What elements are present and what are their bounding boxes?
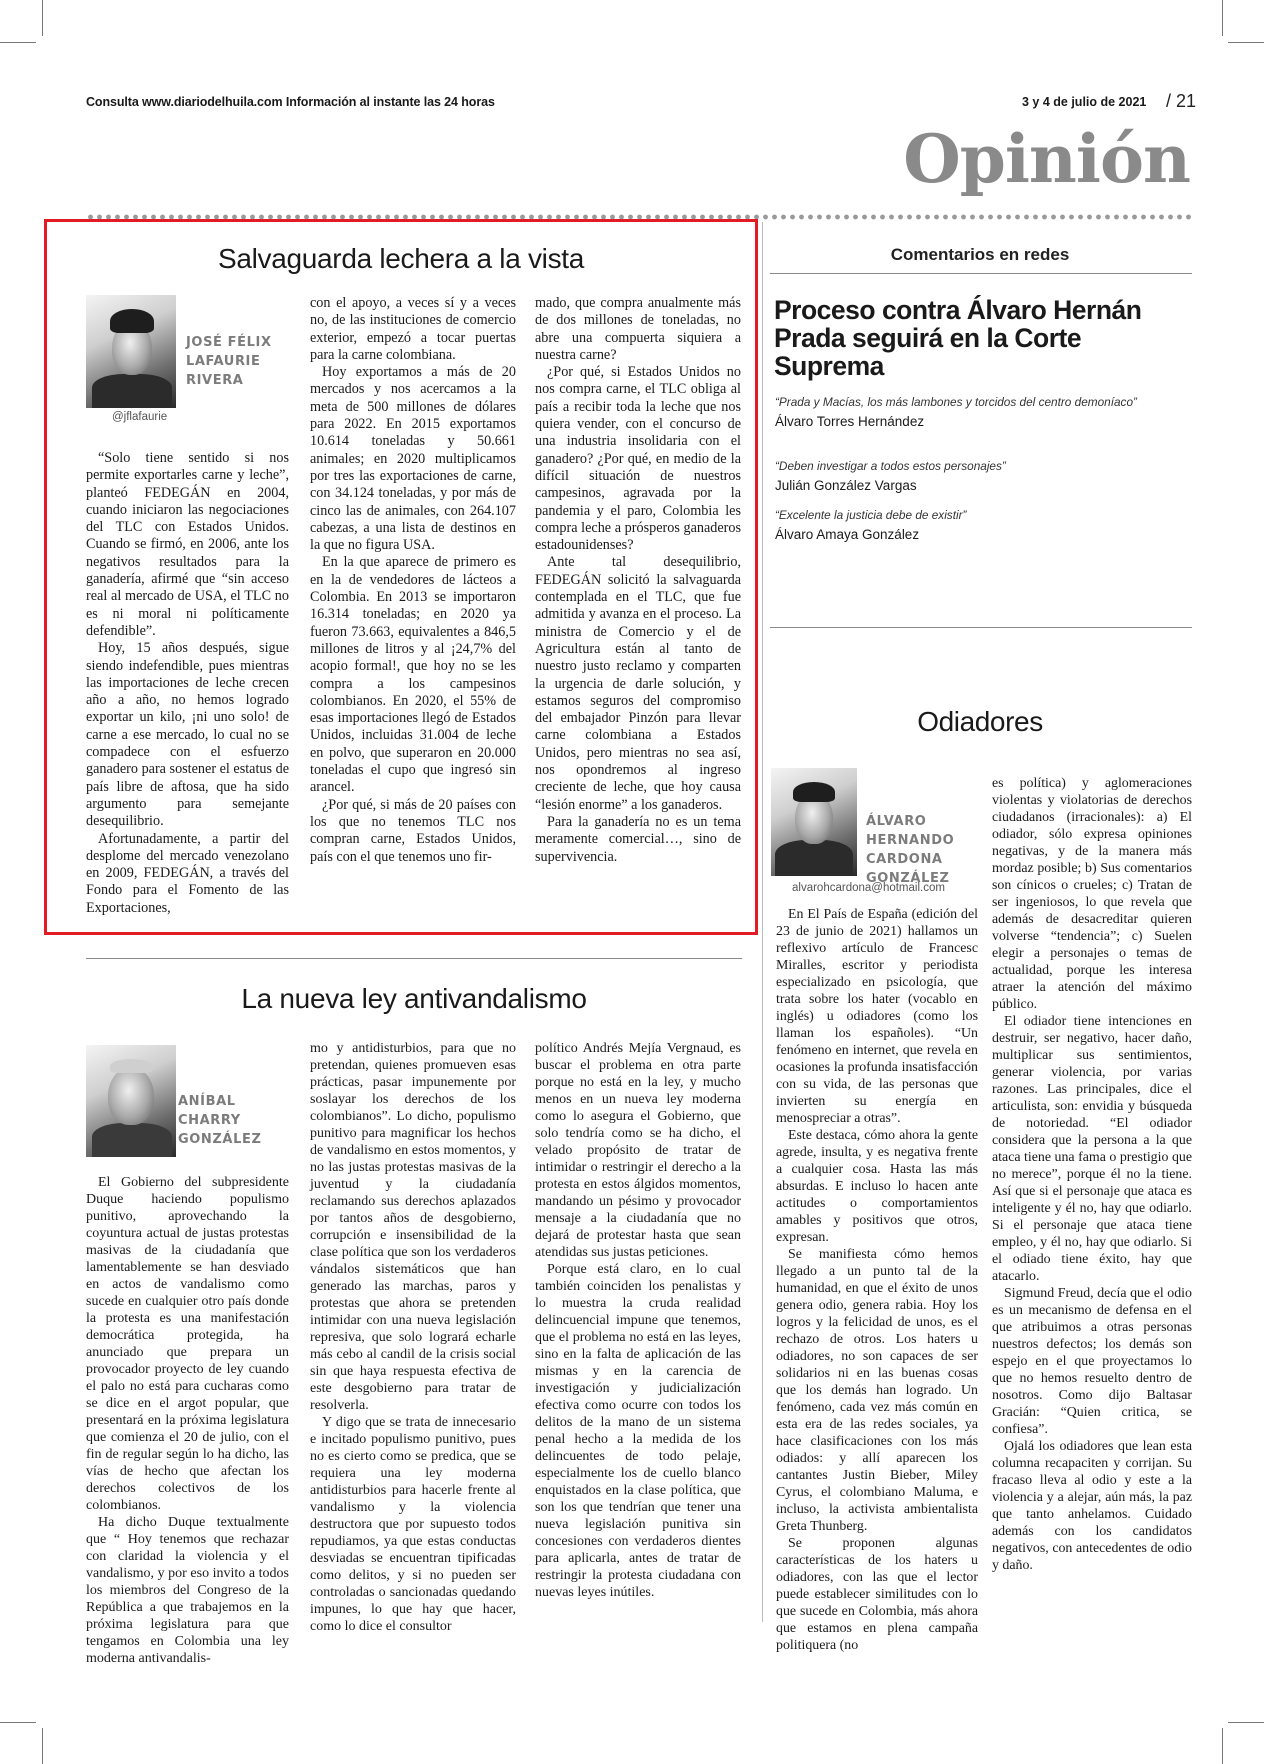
author-email: alvarohcardona@hotmail.com [792,882,945,894]
comments-heading: Comentarios en redes [890,245,1070,264]
crop-mark [1222,0,1223,36]
crop-mark [1228,1722,1264,1723]
rule [770,627,1192,628]
article-title-salvaguarda: Salvaguarda lechera a la vista [217,243,585,274]
comment-item: “Prada y Macías, los más lambones y torcidos del centro demoníaco” Álvaro Torres Hernández [775,395,1137,429]
section-title: Opinión [903,120,1190,198]
author-name: JOSÉ FÉLIX LAFAURIE RIVERA [186,335,272,388]
crop-mark [1228,42,1264,43]
crop-mark [1222,1728,1223,1764]
article-column: político Andrés Mejía Vergnaud, es buscar el problema en otra parte porque no está en la ley, y mucho menos en un nueva ley moderna como lo asegura el Gobierno, que solo tendría como se ha dicho, el velado propósito de tratar de intimidar o restringir el derecho a la protesta en estos álgidos momentos, mandando un pésimo y provocador mensaje a la ciudadanía que no dejará de protestar hasta que sean atendidas sus justas peticiones. Porque está claro, en lo cual también coinciden los penalistas y lo muestra la cruda realidad delincuencial impune que tenemos, que el problema no está en las leyes, sino en la falta de aplicación de las mismas y en la carencia de investigación y judicialización efectiva como ocurre con todos los delitos de la mano de un sistema penal hecho a la medida de los delincuentes de todo pelaje, especialmente los de cuello blanco enquistados en la clase política, que son los que tendrían que tener una nueva legislación punitiva sin concesiones con verdaderos dientes para aplicarla, antes de tratar de restringir la protesta ciudadana con nuevas leyes inútiles. [535,1041,741,1600]
crop-mark [0,42,36,43]
crop-mark [42,0,43,36]
header-date: 3 y 4 de julio de 2021 [1022,95,1147,109]
page-number: / 21 [1166,91,1197,111]
article-column: con el apoyo, a veces sí y a veces no, de las instituciones de comercio exterior, empezó a tocar puertas para la carne colombiana. Hoy exportamos a más de 20 mercados y nos acercamos a la meta de 500 millones de dólares para 2022. En 2015 exportamos 10.614 toneladas y 50.661 animales; en 2020 multiplicamos por tres las exportaciones de carne, con 34.124 toneladas, y por más de cinco las de animales, con 264.107 cabezas, a una lista de destinos en la que no figura USA. En la que aparece de primero es en la de vendedores de lácteos a Colombia. En 2013 se importaron 16.314 toneladas; en 2020 ya fueron 73.663, equivalentes a 846,5 millones de litros y al ¡24,7% del acopio formal!, que hoy no se les compra a los campesinos colombianos. En 2020, el 55% de esas importaciones llegó de Estados Unidos, incluidas 31.004 de leche en polvo, que superaron en 20.000 toneladas el cupo que ingresó sin arancel. ¿Por qué, si más de 20 países con los que no tenemos TLC nos compran carne, Estados Unidos, país con el que tenemos uno fir- [310,295,516,865]
author-name: ÁLVARO HERNANDO CARDONA GONZÁLEZ [866,814,955,886]
crop-mark [42,1728,43,1764]
article-column: En El País de España (edición del 23 de junio de 2021) hallamos un reflexivo artículo de Francesc Miralles, escritor y periodista especializado en psicología, que trata sobre los hater (vocablo en inglés) u odiadores (como los llaman los españoles). “Un fenómeno en internet, que revela en ocasiones la profunda insatisfacción con su vida, de las personas que invierten su energía en menospreciar a otras”. Este destaca, cómo ahora la gente agrede, insulta, y es negativa frente a cualquier cosa. Hasta las más absurdas. E incluso lo hacen ante actitudes o comportamientos amables y positivos que otros, expresan. Se manifiesta cómo hemos llegado a un punto tal de la humanidad, en que el éxito de unos genera odio, genera rabia. Hoy los logros y la felicidad de unos, es el rechazo de otros. Los haters u odiadores, no son capaces de ser solidarios ni en las buenas cosas que los demás han logrado. Un fenómeno, cada vez más común en esta era de las redes sociales, ya hace clasificaciones con los más odiados: y allí aparecen los cantantes Justin Bieber, Miley Cyrus, el colombiano Maluma, e incluso, la activista ambientalista Greta Thunberg. Se proponen algunas características de los haters u odiadores, con las que el lector puede establecer similitudes con lo que sucede en Colombia, más ahora que estamos en plena campaña politiquera (no [776,907,978,1653]
article-column: mo y antidisturbios, para que no pretendan, quienes promueven esas prácticas, pasar impunemente por soslayar los derechos de los colombianos”. Lo dicho, populismo punitivo para magnificar los hechos de vandalismo en estos momentos, y no las justas protestas masivas de la juventud y la ciudadanía reclamando sus derechos aplazados por tantos años de desgobierno, corrupción e insensibilidad de la clase política que son los verdaderos vándalos sistemáticos que han generado las marchas, paros y protestas que ahora se pretenden intimidar con una nueva legislación represiva, que solo logrará echarle más cebo al candil de la crisis social sin que haya respuesta efectiva de este desgobierno para tratar de resolverla. Y digo que se trata de innecesario e incitado populismo punitivo, pues no es cierto como se predica, que se requiera una ley moderna antidisturbios para hacerle frente al vandalismo y la violencia destructora que por supuesto todos repudiamos, ya que estas conductas desviadas se encuentran tipificadas como delitos, y si no pueden ser controladas o sancionadas quedando impunes, lo que hay que hacer, como lo dice el consultor [310,1041,516,1634]
column-separator [762,222,763,1622]
rule [86,958,742,959]
author-name: ANÍBAL CHARRY GONZÁLEZ [178,1094,262,1147]
rule [770,273,1192,274]
author-photo [86,295,176,408]
author-photo [86,1045,176,1157]
header-tagline: Consulta www.diariodelhuila.com Información al instante las 24 horas [86,95,495,109]
article-column: “Solo tiene sentido si nos permite exportarles carne y leche”, planteó FEDEGÁN en 2004, cuando iniciaron las negociaciones del TLC con Estados Unidos. Cuando se firmó, en 2006, ante los negativos resultados para la ganadería, afirmé que “sin acceso real al mercado de USA, el TLC no es ni moral ni políticamente defendible”. Hoy, 15 años después, sigue siendo indefendible, pues mientras las importaciones de leche crecen año a año, no hemos logrado exportar un kilo, ¡ni uno solo! de carne a ese mercado, lo cual no se compadece con el esfuerzo ganadero para sostener el estatus de país libre de aftosa, que ha sido argumento para semejante desequilibrio. Afortunadamente, a partir del desplome del mercado venezolano en 2009, FEDEGÁN, a través del Fondo para el Fomento de las Exportaciones, [86,450,289,916]
article-column: es política) y aglomeraciones violentas y violatorias de derechos ciudadanos (irracionales): a) El odiador, sólo expresa opiniones negativas, y de la manera más mordaz posible; b) Sus comentarios son cínicos o crueles; c) Tratan de ser ingeniosos, lo que revela que además de desacreditar quieren volverse “tendencia”; c) Suelen elegir a personajes o temas de actualidad, porque les interesa atraer la atención del máximo público. El odiador tiene intenciones en destruir, ser negativo, hacer daño, multiplicar sus sentimientos, generar violencia, por varias razones. Las principales, dice el articulista, son: envidia y búsqueda de notoriedad. “El odiador considera que la persona a la que ataca tiene una fama o prestigio que no merece”, porque él no la tiene. Así que si el personaje que ataca es inteligente y él no, hay que odiarlo. Si el personaje que ataca tiene empleo, y él no, hay que odiarlo. Si el odiado tiene éxito, hay que atacarlo. Sigmund Freud, decía que el odio es un mecanismo de defensa en el que atribuimos a otras personas nuestros defectos; los demás son espejo en el que proyectamos lo que no hemos resuelto dentro de nosotros. Como dijo Baltasar Gracián: “Quien critica, se confiesa”. Ojalá los odiadores que lean esta columna recapaciten y corrijan. Su fracaso lleva al odio y este a la violencia y a alejar, aún más, la paz que tanto anhelamos. Cuidado además con los candidatos negativos, con antecedentes de odio y daño. [992,776,1192,1573]
crop-mark [0,1722,36,1723]
comments-headline: Proceso contra Álvaro Hernán Prada seguirá en la Corte Suprema [774,295,1142,381]
comment-item: “Deben investigar a todos estos personajes” Julián González Vargas [775,459,1006,493]
author-photo [771,768,857,876]
article-column: mado, que compra anualmente más de dos millones de toneladas, no abre una compuerta siquiera a nuestra carne? ¿Por qué, si Estados Unidos no nos compra carne, el TLC obliga al país a recibir toda la leche que nos quiera vender, con el concurso de una industria insolidaria con el ganadero? ¿Por qué, en medio de la difícil situación de nuestros campesinos, agravada por la pandemia y el paro, Colombia les compra leche a prósperos ganaderos estadounidenses? Ante tal desequilibrio, FEDEGÁN solicitó la salvaguarda contemplada en el TLC, que fue admitida y avanza en el proceso. La ministra de Comercio y el de Agricultura están al tanto de nuestro justo reclamo y comparten la urgencia de darle solución, y estamos seguros del compromiso del embajador Pinzón para llevar carne colombiana a Estados Unidos, pero mientras no sea así, nos opondremos al ingreso creciente de leche, que hoy causa “lesión enorme” a los ganaderos. Para la ganadería no es un tema meramente comercial…, sino de supervivencia. [535,295,741,865]
article-title-odiadores: Odiadores [917,706,1043,737]
article-column: El Gobierno del subpresidente Duque haciendo populismo punitivo, aprovechando la coyuntura actual de justas protestas masivas de la ciudadanía que lamentablemente se han desviado en actos de vandalismo como sucede en cualquier otro país donde la protesta es una manifestación democrática protegida, ha anunciado que prepara un provocador proyecto de ley cuando el palo no está para cucharas como se dice en el argot popular, que presentará en la próxima legislatura que comienza el 20 de julio, con el fin de regular según lo ha dicho, las vías de hecho que afectan los derechos colectivos de los colombianos. Ha dicho Duque textualmente que “ Hoy tenemos que rechazar con claridad la violencia y el vandalismo, y por eso invito a todos los miembros del Congreso de la República a que trabajemos en la próxima legislatura para que tengamos en Colombia una ley moderna antivandalis- [86,1175,289,1666]
author-handle: @jflafaurie [112,411,168,423]
article-title-antivandalismo: La nueva ley antivandalismo [241,983,587,1014]
comment-item: “Excelente la justicia debe de existir” Álvaro Amaya González [775,508,967,542]
